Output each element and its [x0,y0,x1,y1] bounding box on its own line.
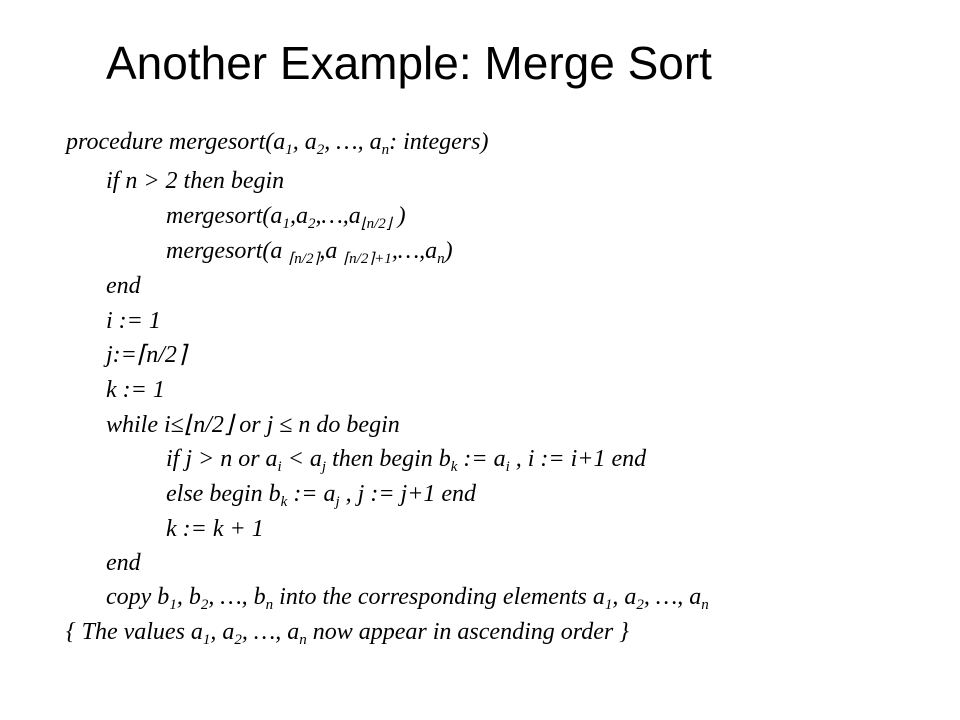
code-text: j:=⌈n/2⌉ [106,342,187,368]
code-text: < a [281,446,322,472]
code-line [166,517,264,541]
code-text: ,a [289,203,308,229]
subscript: k [280,494,288,510]
code-text: , j := j+1 end [339,481,477,507]
subscript: n [381,142,390,158]
subscript: ⌈n/2⌉+1 [343,251,392,267]
code-text: if n > 2 then begin [106,168,285,194]
subscript: 2 [234,632,242,648]
code-line [166,204,406,232]
code-text: , …, a [241,619,300,645]
code-text: end [106,550,141,576]
code-text: k := k + 1 [166,516,264,542]
code-line [166,482,476,510]
code-line [106,309,161,333]
subscript: 1 [604,597,613,613]
subscript: k [450,459,458,475]
code-text: procedure mergesort(a [66,129,286,155]
subscript: i [277,459,282,475]
code-text: now appear in ascending order } [306,619,629,645]
code-text: , a [292,129,317,155]
code-text: , …, a [324,129,382,155]
code-text: , b [176,584,201,610]
code-text: ) [391,203,406,229]
code-line [166,447,646,475]
code-text: , a [612,584,637,610]
code-line [106,551,141,575]
code-text: else begin b [166,481,281,507]
code-line [66,620,629,648]
code-text: mergesort(a [166,238,289,264]
code-text: ,…,a [391,238,438,264]
subscript: 1 [169,597,177,613]
subscript: 2 [200,597,209,613]
subscript: 2 [316,142,325,158]
code-text: k := 1 [106,377,165,403]
code-text: while i≤⌊n/2⌋ or j ≤ n do begin [106,412,400,438]
subscript: 2 [307,216,316,232]
code-line [106,343,186,367]
code-text: copy b [106,584,170,610]
slide-title: Another Example: Merge Sort [106,37,712,89]
subscript: 2 [636,597,644,613]
code-text: , …, b [208,584,266,610]
code-line [66,130,488,158]
subscript: j [321,459,327,475]
subscript: 1 [282,216,290,232]
subscript: 1 [285,142,293,158]
code-text: , a [210,619,235,645]
code-text: ,a [319,238,344,264]
subscript: j [335,494,340,510]
code-text: if j > n or a [166,446,278,472]
subscript: i [505,459,510,475]
code-text: then begin b [326,446,451,472]
code-text: into the corresponding elements a [273,584,605,610]
subscript: n [299,632,307,648]
code-line [106,585,709,613]
code-text: , …, a [643,584,702,610]
subscript: ⌊n/2⌋ [360,216,392,232]
subscript: 1 [202,632,211,648]
code-text: := a [457,446,506,472]
code-text: , i := i+1 end [509,446,647,472]
subscript: n [265,597,274,613]
subscript: ⌈n/2⌉ [288,251,320,267]
subscript: n [701,597,709,613]
code-line [106,413,400,437]
code-line [106,378,165,402]
code-line [106,169,284,193]
code-text: : integers) [389,129,489,155]
code-text: := a [287,481,336,507]
code-line [166,239,453,267]
code-text: mergesort(a [166,203,283,229]
code-text: { The values a [66,619,203,645]
code-text: ) [444,238,453,264]
code-text: end [106,273,141,299]
code-text: i := 1 [106,308,161,334]
code-line [106,274,141,298]
code-text: ,…,a [315,203,361,229]
subscript: n [437,251,445,267]
